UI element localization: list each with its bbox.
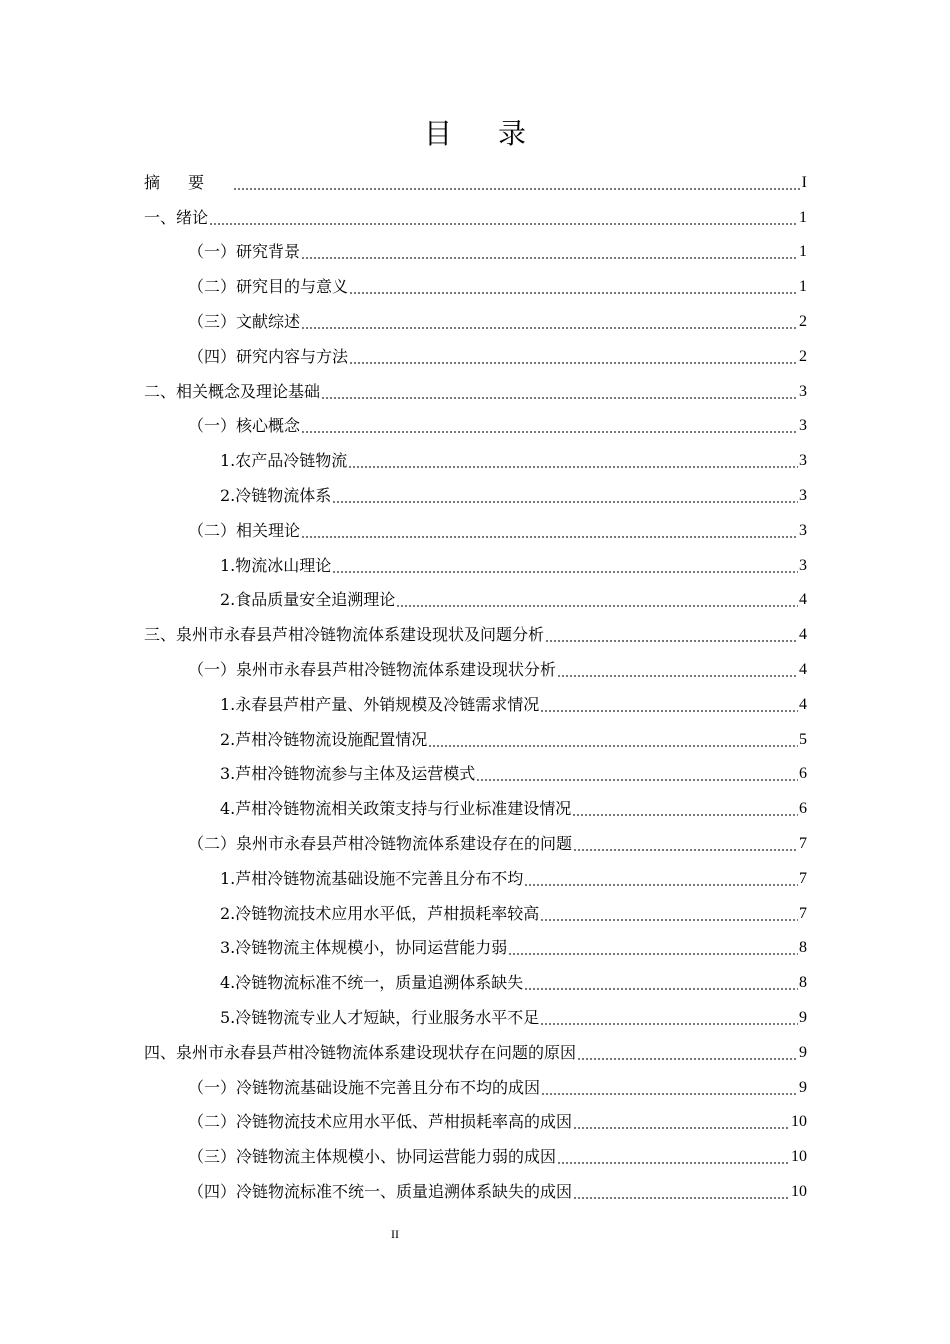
dot-leader [540,710,798,712]
toc-entry[interactable] [144,263,807,298]
toc-entry[interactable] [144,1029,807,1064]
toc-entry[interactable] [144,542,807,577]
toc-entry-page-number: 3 [799,417,807,435]
toc-entry-page-number: 3 [799,521,807,539]
toc-entry-page-number: 8 [799,939,807,957]
toc-entry-label: （一）冷链物流基础设施不完善且分布不均的成因 [188,1077,541,1097]
dot-leader [348,466,798,468]
toc-entry[interactable] [144,681,807,716]
toc-entry[interactable] [144,1064,807,1099]
dot-leader [524,884,798,886]
toc-entry-label: （三）文献综述 [188,311,301,331]
toc-entry-label: （四）研究内容与方法 [188,346,349,366]
toc-entry[interactable] [144,785,807,820]
toc-entry-label: 二、相关概念及理论基础 [144,381,321,401]
toc-entry-page-number: 4 [799,626,807,644]
toc-entry-label: （三）冷链物流主体规模小、协同运营能力弱的成因 [188,1147,557,1167]
toc-entry[interactable] [144,1133,807,1168]
toc-entry-label: （二）泉州市永春县芦柑冷链物流体系建设存在的问题 [188,833,573,853]
dot-leader [476,779,798,781]
toc-entry[interactable] [144,925,807,960]
dot-leader [301,431,798,433]
toc-entry-page-number: 2 [799,347,807,365]
toc-entry-label: （四）冷链物流标准不统一、质量追溯体系缺失的成因 [188,1181,573,1201]
dot-leader [301,257,798,259]
dot-leader [573,1197,790,1199]
toc-entry[interactable] [144,472,807,507]
toc-entry-label: 4.芦柑冷链物流相关政策支持与行业标准建设情况 [220,799,572,819]
dot-leader [332,501,798,503]
toc-entry[interactable] [144,577,807,612]
toc-entry-page-number: 9 [799,1043,807,1061]
toc-entry-page-number: 3 [799,452,807,470]
page-number-footer: II [391,1227,399,1241]
toc-entry-label: 2.食品质量安全追溯理论 [220,590,396,610]
dot-leader [233,188,801,190]
toc-entry[interactable] [144,646,807,681]
dot-leader [349,362,798,364]
toc-entry[interactable] [144,855,807,890]
toc-entry[interactable] [144,751,807,786]
toc-entry-page-number: 9 [799,1078,807,1096]
dot-leader [541,1093,798,1095]
toc-entry-page-number: 6 [799,800,807,818]
toc-entry-page-number: 10 [791,1148,807,1166]
toc-entry[interactable] [144,716,807,751]
toc-entry[interactable] [144,368,807,403]
table-of-contents [144,159,807,1203]
toc-entry-page-number: 3 [799,486,807,504]
toc-entry-page-number: 10 [791,1182,807,1200]
dot-leader [209,223,798,225]
dot-leader [508,953,798,955]
toc-entry-page-number: 9 [799,1008,807,1026]
dot-leader [524,988,798,990]
dot-leader [321,397,798,399]
toc-entry[interactable] [144,1099,807,1134]
toc-entry[interactable] [144,437,807,472]
toc-entry-page-number: 3 [799,556,807,574]
toc-entry-label: （二）相关理论 [188,520,301,540]
toc-entry-label: 2.冷链物流技术应用水平低，芦柑损耗率较高 [220,903,540,923]
toc-entry-page-number: 1 [799,243,807,261]
dot-leader [396,605,798,607]
page-title: 目录 [423,117,572,150]
dot-leader [577,1058,798,1060]
dot-leader [540,1023,798,1025]
toc-entry[interactable] [144,194,807,229]
toc-entry-label: 3.冷链物流主体规模小，协同运营能力弱 [220,938,508,958]
dot-leader [557,1162,790,1164]
toc-entry[interactable] [144,507,807,542]
toc-entry-label: （一）泉州市永春县芦柑冷链物流体系建设现状分析 [188,659,557,679]
toc-entry-label: （二）冷链物流技术应用水平低、芦柑损耗率高的成因 [188,1112,573,1132]
toc-entry-page-number: 1 [799,278,807,296]
dot-leader [301,536,798,538]
toc-entry[interactable] [144,159,807,194]
toc-entry-page-number: 10 [791,1113,807,1131]
toc-entry-label: 四、泉州市永春县芦柑冷链物流体系建设现状存在问题的原因 [144,1042,577,1062]
toc-entry[interactable] [144,403,807,438]
toc-entry-label: 三、泉州市永春县芦柑冷链物流体系建设现状及问题分析 [144,625,545,645]
toc-entry-page-number: 8 [799,974,807,992]
toc-entry-page-number: 4 [799,591,807,609]
toc-entry[interactable] [144,890,807,925]
toc-entry[interactable] [144,229,807,264]
toc-entry[interactable] [144,611,807,646]
toc-entry-page-number: 5 [799,730,807,748]
toc-entry-label: （一）核心概念 [188,416,301,436]
toc-entry-label: 1.永春县芦柑产量、外销规模及冷链需求情况 [220,694,540,714]
toc-entry-page-number: 7 [799,869,807,887]
dot-leader [301,327,798,329]
toc-entry-label: （二）研究目的与意义 [188,277,349,297]
dot-leader [545,640,798,642]
dot-leader [332,571,798,573]
toc-entry-page-number: 6 [799,765,807,783]
dot-leader [349,292,798,294]
toc-entry[interactable] [144,298,807,333]
toc-entry-page-number: I [801,173,807,191]
toc-entry[interactable] [144,1168,807,1203]
toc-entry-label: 1.物流冰山理论 [220,555,332,575]
toc-entry[interactable] [144,994,807,1029]
toc-entry-page-number: 4 [799,660,807,678]
dot-leader [557,675,798,677]
toc-entry-page-number: 2 [799,312,807,330]
toc-entry[interactable] [144,333,807,368]
toc-entry[interactable] [144,820,807,855]
toc-entry-label: 3.芦柑冷链物流参与主体及运营模式 [220,764,476,784]
toc-entry-label: 4.冷链物流标准不统一，质量追溯体系缺失 [220,973,524,993]
dot-leader [540,919,798,921]
toc-entry-label: 2.冷链物流体系 [220,485,332,505]
toc-entry-label: （一）研究背景 [188,242,301,262]
toc-entry-label: 一、绪论 [144,207,209,227]
toc-entry-label: 1.芦柑冷链物流基础设施不完善且分布不均 [220,868,524,888]
toc-entry-page-number: 4 [799,695,807,713]
dot-leader [572,814,798,816]
toc-entry-label: 1.农产品冷链物流 [220,451,348,471]
toc-entry-page-number: 3 [799,382,807,400]
dot-leader [573,1127,790,1129]
toc-entry-label: 2.芦柑冷链物流设施配置情况 [220,729,428,749]
toc-entry-page-number: 1 [799,208,807,226]
dot-leader [573,849,798,851]
toc-entry-page-number: 7 [799,904,807,922]
toc-entry-label: 摘要 [144,172,233,192]
toc-entry[interactable] [144,959,807,994]
toc-entry-page-number: 7 [799,834,807,852]
toc-entry-label: 5.冷链物流专业人才短缺，行业服务水平不足 [220,1007,540,1027]
dot-leader [428,745,798,747]
